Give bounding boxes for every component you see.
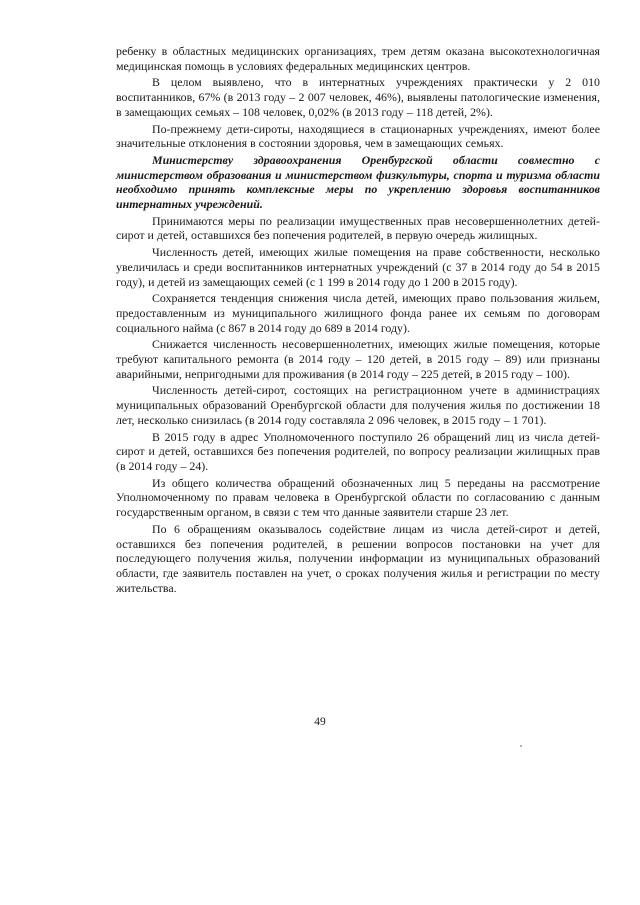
paragraph-appeals-count: В 2015 году в адрес Уполномоченного поступило 26 обращений лиц из числа детей-сирот и детей, оставшихся без попечения родителей, по вопросу реализации жилищных прав (в 2014 году – 24). — [116, 429, 600, 473]
paragraph-registration-queue: Численность детей-сирот, состоящих на регистрационном учете в администрациях муниципальных образований Оренбургской области для получения жилья по достижении 18 лет, несколько снизилась (в 2014 году составляла 2 096 человек, в 2015 году – 1 701). — [116, 383, 600, 427]
paragraph-social-rent: Сохраняется тенденция снижения числа детей, имеющих право пользования жильем, предоставленным из муниципального жилищного фонда ранее их семьям по договорам социального найма (с 867 в 2014 году до 689 в 2014 году). — [116, 291, 600, 335]
paragraph-appeals-forwarded: Из общего количества обращений обозначенных лиц 5 переданы на рассмотрение Уполномоченному по правам человека в Оренбургской области по согласованию с данным государственным органом, в связи с тем что данные заявители старше 23 лет. — [116, 475, 600, 520]
page-number: 49 — [314, 716, 326, 728]
paragraph-property-rights: Принимаются меры по реализации имущественных прав несовершеннолетних детей-сирот и детей, оставшихся без попечения родителей, в первую очередь жилищных. — [116, 213, 600, 243]
paragraph-owned-housing: Численность детей, имеющих жилые помещения на праве собственности, несколько увеличилась и среди воспитанников интернатных учреждений (с 37 в 2014 году до 54 в 2015 году), и детей из замещающих семей (с 1 199 в 2014 году до 1 200 в 2015 году). — [116, 245, 600, 289]
paragraph-health-deviations: По-прежнему дети-сироты, находящиеся в стационарных учреждениях, имеют более значительные отклонения в состоянии здоровья, чем в замещающих семьях. — [116, 121, 600, 151]
document-body — [116, 44, 600, 597]
paragraph-recommendation: Министерству здравоохранения Оренбургской области совместно с министерством образования и министерством физкультуры, спорта и туризма области необходимо принять комплексные меры по укреплению здоровья воспитанников интернатных учреждений. — [116, 152, 600, 212]
scan-speck — [520, 745, 522, 747]
paragraph-repair-needed: Снижается численность несовершеннолетних, имеющих жилые помещения, которые требуют капитального ремонта (в 2014 году – 120 детей, в 2015 году – 89) или признаны аварийными, непригодными для проживания (в 2014 году – 225 детей, в 2015 году – 100). — [116, 337, 600, 381]
paragraph-continuation: ребенку в областных медицинских организациях, трем детям оказана высокотехнологичная медицинская помощь в условиях федеральных медицинских центров. — [116, 44, 600, 73]
paragraph-assistance: По 6 обращениям оказывалось содействие лицам из числа детей-сирот и детей, оставшихся без попечения родителей, в решении вопросов постановки на учет для последующего получения жилья, получении информации из муниципальных образований области, где заявитель поставлен на учет, о сроках получения жилья и регистрации по месту жительства. — [116, 521, 600, 595]
paragraph-overall-findings: В целом выявлено, что в интернатных учреждениях практически у 2 010 воспитанников, 67% (в 2013 году – 2 007 человек, 46%), выявлены патологические изменения, в замещающих семьях – 108 человек, 0,02% (в 2013 году – 118 детей, 2%). — [116, 75, 600, 119]
